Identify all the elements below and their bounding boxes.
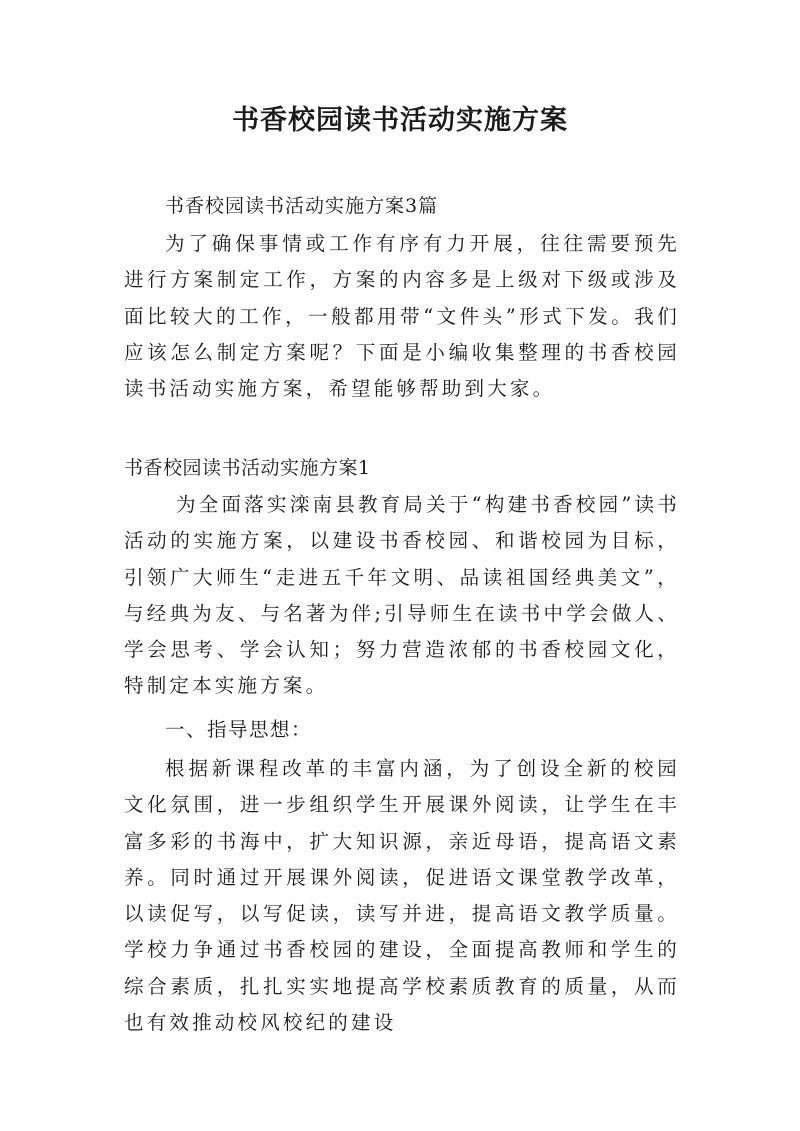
document-subtitle: 书香校园读书活动实施方案3篇 bbox=[165, 195, 439, 217]
section-paragraph: 为全面落实滦南县教育局关于“构建书香校园”读书活动的实施方案，以建设书香校园、和谐校园为目标，引领广大师生“走进五千年文明、品读祖国经典美文”，与经典为友、与名著为伴;引导师生在读书中学会做人、学会思考、学会认知；努力营造浓郁的书香校园文化，特制定本实施方案。 bbox=[124, 493, 680, 698]
guiding-ideology-heading: 一、指导思想： bbox=[165, 718, 313, 741]
guiding-ideology-paragraph: 根据新课程改革的丰富内涵，为了创设全新的校园文化氛围，进一步组织学生开展课外阅读，让学生在丰富多彩的书海中，扩大知识源，亲近母语，提高语文素养。同时通过开展课外阅读，促进语文课堂教学改革，以读促写，以写促读，读写并进，提高语文教学质量。学校力争通过书香校园的建设，全面提高教师和学生的综合素质，扎扎实实地提高学校素质教育的质量，从而也有效推动校风校纪的建设 bbox=[124, 757, 680, 1035]
section-title: 书香校园读书活动实施方案1 bbox=[124, 457, 371, 479]
intro-paragraph: 为了确保事情或工作有序有力开展，往往需要预先进行方案制定工作，方案的内容多是上级对下级或涉及面比较大的工作，一般都用带“文件头”形式下发。我们应该怎么制定方案呢？下面是小编收集整理的书香校园读书活动实施方案，希望能够帮助到大家。 bbox=[124, 232, 680, 401]
document-title: 书香校园读书活动实施方案 bbox=[232, 105, 568, 136]
